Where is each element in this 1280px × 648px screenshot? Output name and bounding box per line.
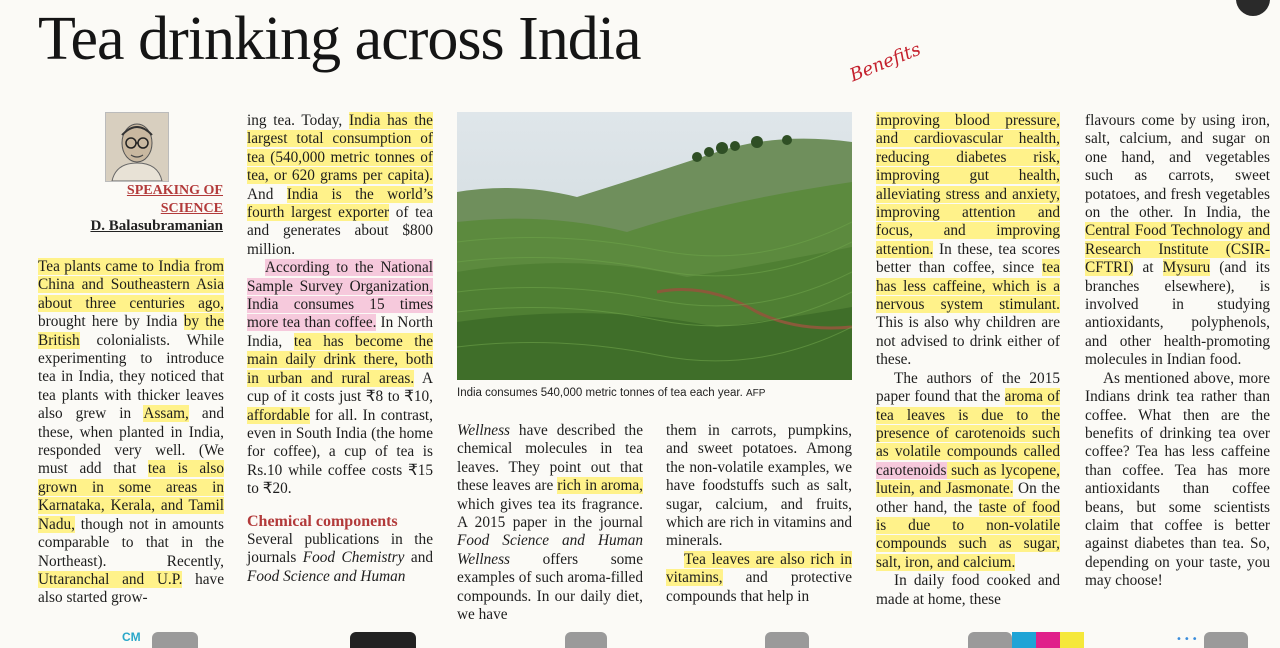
body-text: and bbox=[404, 549, 433, 567]
handwritten-annotation: Benefits bbox=[846, 38, 924, 87]
author-byline: D. Balasubramanian bbox=[90, 218, 223, 234]
body-text: And bbox=[247, 185, 287, 203]
highlighted-text: taste of food is due to non-volatile compounds such as sugar, salt, iron, and calcium. bbox=[876, 498, 1060, 571]
journal-name: Food Chemistry bbox=[302, 549, 405, 567]
highlighted-text: aroma of tea leaves is due to the presence of carotenoids such as volatile compounds called bbox=[876, 388, 1060, 461]
highlighted-text: tea has become the main daily drink there, both in urban and rural areas. bbox=[247, 332, 433, 387]
highlighted-text: Tea leaves are also rich in vitamins, bbox=[666, 550, 852, 587]
highlighted-text: India has the largest total consumption of tea (540,000 metric tonnes of tea, or 620 grams per capita). bbox=[247, 112, 433, 185]
print-registration-tab bbox=[1204, 632, 1248, 648]
body-text: colonialists. While experimenting to introduce tea in India, they noticed that tea plants with thicker leaves also grew in bbox=[38, 331, 224, 423]
highlighted-text: Uttaranchal and U.P. bbox=[38, 570, 183, 588]
body-text: and protective compounds that help in bbox=[666, 569, 852, 605]
article-column-2 bbox=[247, 112, 433, 586]
body-text: which gives tea its fragrance. A 2015 paper in the journal bbox=[457, 495, 643, 532]
print-registration-tab bbox=[152, 632, 198, 648]
body-text: In these, tea scores better than coffee, since bbox=[876, 240, 1060, 277]
highlighted-text: affordable bbox=[247, 406, 310, 424]
article-column-1 bbox=[38, 258, 224, 608]
body-text: though not in amounts comparable to that in the Northeast). Recently, bbox=[38, 515, 224, 570]
tea-plantation-photo bbox=[457, 112, 852, 380]
highlighted-text: According to the National Sample Survey Organization, India consumes 15 times more tea than coffee. bbox=[247, 259, 433, 332]
highlighted-text: tea is also grown in some areas in Karnataka, Kerala, and Tamil Nadu, bbox=[38, 460, 224, 533]
photo-credit: AFP bbox=[745, 388, 766, 399]
column-label-line2: SCIENCE bbox=[160, 201, 223, 216]
body-text: ing tea. Today, bbox=[247, 112, 349, 129]
highlighted-text: such as lycopene, lutein, and Jasmonate. bbox=[876, 461, 1060, 498]
print-registration-tab bbox=[765, 632, 809, 648]
body-text: and these, when planted in India, responded very well. (We must add that bbox=[38, 405, 225, 478]
print-registration-tab bbox=[350, 632, 416, 648]
subheading: Chemical components bbox=[247, 512, 398, 530]
article-column-3 bbox=[457, 422, 643, 624]
article-column-4 bbox=[666, 422, 852, 606]
headline: Tea drinking across India bbox=[38, 5, 641, 73]
body-text: On the other hand, the bbox=[876, 480, 1060, 516]
column-label bbox=[80, 182, 223, 218]
journal-name: Wellness bbox=[457, 422, 510, 439]
body-text: for all. In contrast, even in South India (the home for coffee), a cup of tea is Rs.10 while coffee costs ₹15 to ₹20. bbox=[247, 406, 433, 498]
highlighted-text: improving blood pressure, and cardiovascular health, reducing diabetes risk, improving gut health, alleviating stress and anxiety, improving attention and focus, and improving attention. bbox=[876, 112, 1060, 258]
highlighted-text: Tea plants came to India from China and Southeastern Asia about three centuries ago, bbox=[38, 258, 224, 312]
photo-caption bbox=[457, 387, 852, 399]
body-text: In North India, bbox=[247, 314, 433, 350]
highlighted-text: Central Food Technology and Research Institute (CSIR-CFTRI) bbox=[1085, 222, 1270, 277]
highlighted-text: tea has less caffeine, which is a nervous system stimulant. bbox=[876, 259, 1060, 314]
print-registration-tab bbox=[968, 632, 1012, 648]
body-text: at bbox=[1133, 259, 1163, 277]
caption-text: India consumes 540,000 metric tonnes of tea each year. bbox=[457, 387, 743, 399]
column-label-line1: SPEAKING OF bbox=[126, 183, 223, 198]
highlighted-text: India is the world’s fourth largest exporter bbox=[247, 185, 434, 222]
highlighted-text: carotenoids bbox=[876, 461, 947, 479]
body-paragraph: In daily food cooked and made at home, these bbox=[876, 572, 1060, 608]
magenta-swatch bbox=[1036, 632, 1060, 648]
body-text: flavours come by using iron, salt, calcium, and sugar on one hand, and vegetables such as carrots, sweet potatoes, and fresh vegetables on the other. In India, the bbox=[1085, 112, 1270, 222]
journal-name: Food Science and Human Wellness bbox=[457, 532, 643, 568]
highlighted-text: Assam, bbox=[143, 405, 189, 423]
highlighted-text: by the British bbox=[38, 313, 224, 349]
body-text: have also started grow- bbox=[38, 570, 224, 607]
yellow-swatch bbox=[1060, 632, 1084, 648]
article-column-6 bbox=[1085, 112, 1270, 591]
journal-name: Food Science and Human bbox=[247, 567, 406, 585]
color-mark-label: CM bbox=[122, 630, 141, 644]
body-text: of tea and generates about $800 million. bbox=[247, 204, 433, 258]
highlighted-text: rich in aroma, bbox=[557, 477, 644, 495]
body-text: offers some examples of such aroma-filled compounds. In our daily diet, we have bbox=[457, 550, 643, 624]
author-portrait bbox=[105, 112, 169, 182]
cyan-swatch bbox=[1012, 632, 1036, 648]
body-text: (and its branches elsewhere), is involved in studying antioxidants, polyphenols, and other health-promoting molecules in Indian food. bbox=[1085, 259, 1270, 369]
body-text: This is also why children are not advised to drink either of these. bbox=[876, 314, 1060, 369]
highlighted-text: Mysuru bbox=[1162, 259, 1211, 277]
footer-dots: ••• bbox=[1176, 634, 1200, 645]
body-text: The authors of the 2015 paper found that the bbox=[876, 369, 1060, 406]
body-paragraph: them in carrots, pumpkins, and sweet potatoes. Among the non-volatile examples, we have foodstuffs such as salt, sugar, calcium, and fruits, which are rich in vitamins and minerals. bbox=[666, 422, 852, 550]
body-text: A cup of it costs just ₹8 to ₹10, bbox=[247, 369, 433, 406]
body-text: brought here by India bbox=[38, 313, 184, 331]
print-registration-tab bbox=[565, 632, 607, 648]
article-column-5 bbox=[876, 112, 1060, 609]
body-text: have described the chemical molecules in tea leaves. They point out that these leaves are bbox=[457, 422, 643, 495]
body-paragraph: As mentioned above, more Indians drink tea rather than coffee. What then are the benefits of drinking tea over coffee? Tea has less caffeine than coffee. Tea has more antioxidants than coffee beans, but some scientists claim that coffee is better against diabetes than tea. So, depending on your taste, you may choose! bbox=[1085, 369, 1270, 590]
body-text: Several publications in the journals bbox=[247, 530, 433, 567]
corner-menu-button[interactable] bbox=[1236, 0, 1270, 16]
